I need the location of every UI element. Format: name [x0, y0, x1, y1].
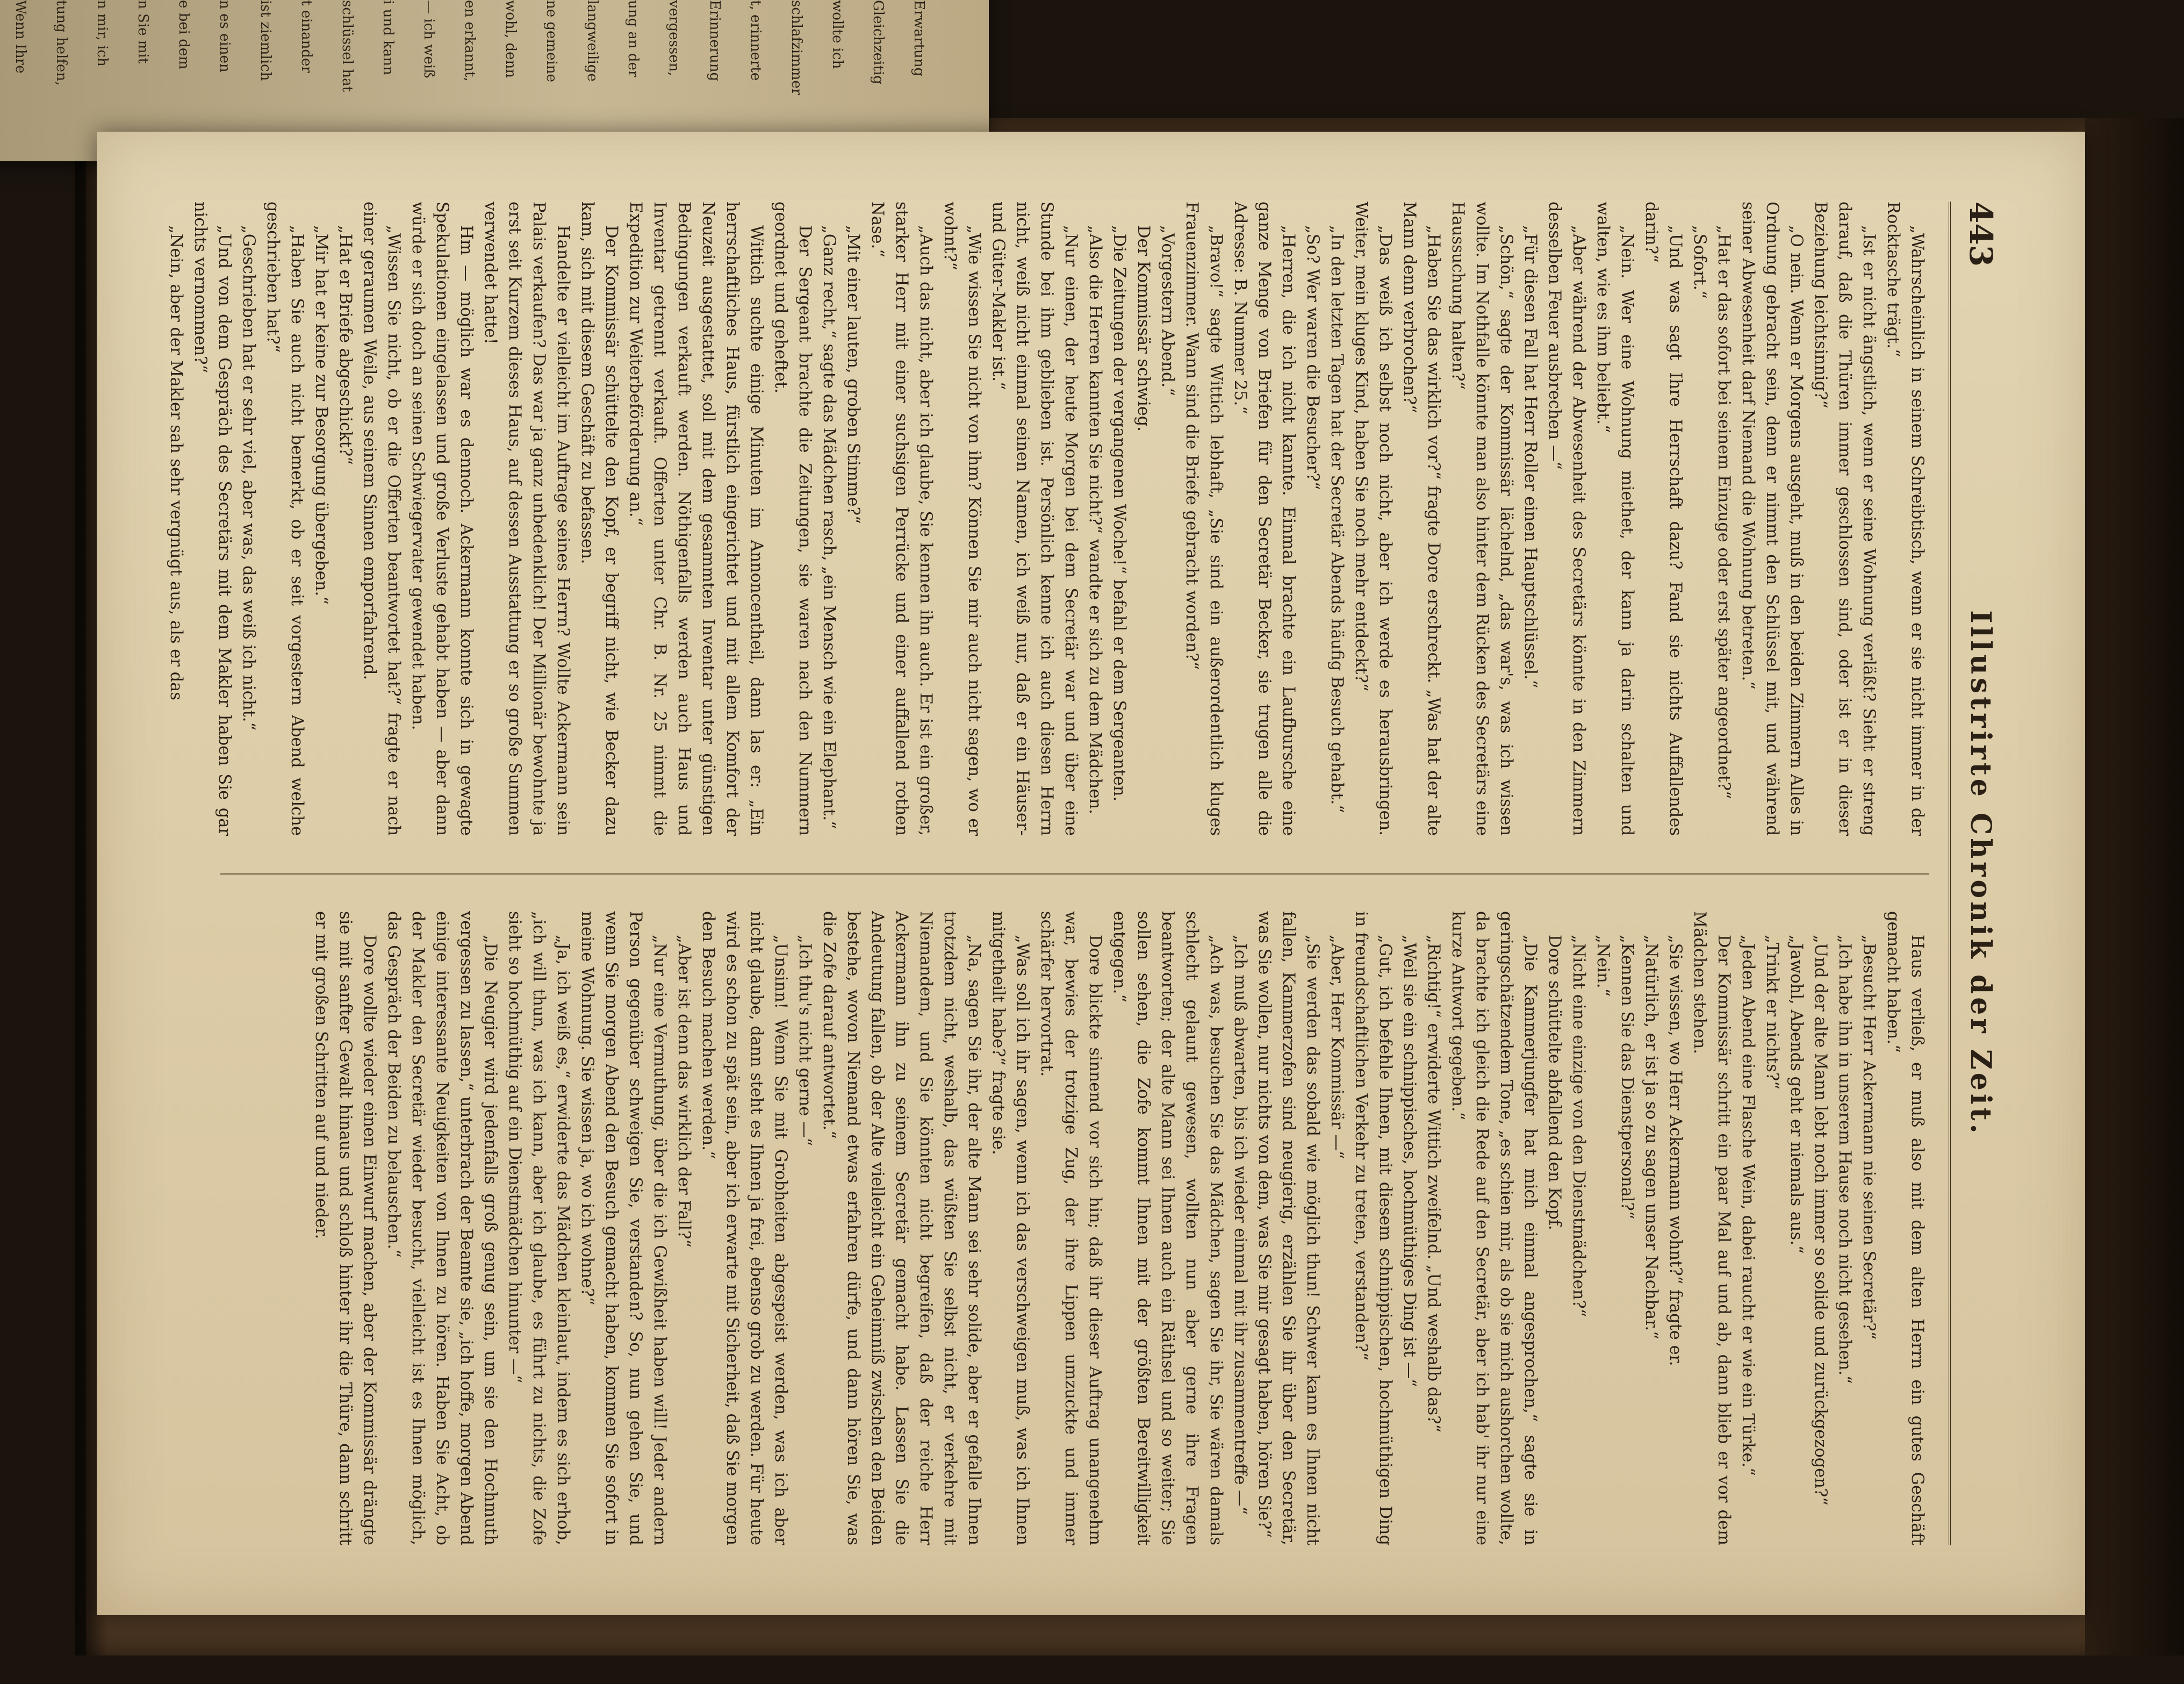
paragraph: „Sie werden das sobald wie möglich thun! Schwer kann es Ihnen nicht fallen, Kammerzofen sind neugierig, erzählen Sie ihr über den Secretär, was Sie wollen, nur nichts von dem, was Sie mir gesagt haben, hören Sie?“ [1255, 911, 1322, 1545]
paragraph: „Ich muß abwarten, bis ich wieder einmal mit ihr zusammentreffe —“ [1231, 935, 1249, 1515]
paragraph: „Mit einer lauten, groben Stimme?“ [844, 225, 863, 524]
paragraph: „Nein.“ [1593, 935, 1612, 997]
paragraph: Haus verließ, er muß also mit dem alten Herrn ein gutes Geschäft gemacht haben.“ [1884, 911, 1927, 1545]
paragraph: „Also die Herren kannten Sie nicht?“ wandte er sich zu dem Mädchen. [1086, 225, 1104, 814]
previous-page-line: ist ziemlich [257, 0, 274, 81]
previous-page-line: — ich weiß [421, 0, 437, 78]
page-number: 443 [1963, 202, 1999, 267]
paragraph: „Bravo!“ sagte Wittich lebhaft, „Sie sind ein außerordentlich kluges Frauenzimmer. Wann sind die Briefe gebracht worden?“ [1182, 202, 1225, 836]
book-edge [2085, 118, 2184, 1656]
previous-page-line: n mir, ich [94, 0, 110, 67]
paragraph: Der Kommissär schritt ein paar Mal auf und ab, dann blieb er vor dem Mädchen stehen. [1690, 911, 1733, 1545]
page [97, 132, 2085, 1615]
paragraph: „Und von dem Gespräch des Secretärs mit dem Makler haben Sie gar nichts vernommen?“ [191, 202, 234, 836]
running-title: Illustrirte Chronik der Zeit. [1964, 610, 1997, 1137]
previous-page-line: schlüssel hat [339, 0, 355, 92]
previous-page-line: schlafzimmer [788, 0, 804, 96]
text-column-right [220, 911, 1929, 1545]
paragraph: „Vorgestern Abend.“ [1158, 225, 1177, 396]
text-column-left [167, 202, 1929, 836]
previous-page-line: Erwartung [911, 0, 927, 77]
previous-page-line: t einander [298, 0, 314, 73]
paragraph: „Was soll ich ihr sagen, wenn ich das verschweigen muß, was ich Ihnen mitgetheilt habe?“ fragte sie. [989, 911, 1032, 1545]
paragraph: „Und was sagt Ihre Herrschaft dazu? Fand sie nichts Auffallendes darin?“ [1642, 202, 1685, 836]
paragraph: Der Kommissär schüttelte den Kopf, er begriff nicht, wie Becker dazu kam, sich mit diesem Geschäft zu befassen. [578, 202, 621, 836]
paragraph: „Das weiß ich selbst noch nicht, aber ich werde es herausbringen. Weiter, mein kluges Kind, haben Sie noch mehr entdeckt?“ [1352, 202, 1395, 836]
paragraph: „Haben Sie das wirklich vor?“ fragte Dore erschreckt. „Was hat der alte Mann denn verbrochen?“ [1400, 202, 1443, 836]
paragraph: „Aber während der Abwesenheit des Secretärs könnte in den Zimmern desselben Feuer ausbrechen —“ [1545, 202, 1588, 836]
paragraph: „Jawohl, Abends geht er niemals aus.“ [1787, 935, 1806, 1254]
paragraph: „Mir hat er keine zur Besorgung übergeben.“ [312, 225, 331, 605]
paragraph: „Aber ist denn das wirklich der Fall?“ [674, 935, 693, 1248]
paragraph: „Nur eine Vermuthung, über die ich Gewißheit haben will! Jeder andern Person gegenüber schweigen Sie, verstanden? So, nun gehen Sie, und wenn Sie morgen Abend den Besuch gemacht haben, kommen Sie sofort in meine Wohnung. Sie wissen ja, wo ich wohne?“ [578, 911, 669, 1545]
paragraph: „Die Neugier wird jedenfalls groß genug sein, um sie den Hochmuth vergessen zu lassen,“ unterbrach der Beamte sie, „ich hoffe, morgen Abend einige interessante Neuigkeiten von Ihnen zu hören. Haben Sie Acht, ob der Makler den Secretär wieder besucht, vielleicht ist es Ihnen möglich, das Gespräch der Beiden zu belauschen.“ [384, 911, 500, 1545]
previous-page-line: wollte ich [829, 0, 845, 69]
previous-page-line: i und kann [380, 0, 396, 75]
paragraph: „Hat er Briefe abgeschickt?“ [336, 225, 355, 465]
paragraph: „Besucht Herr Ackermann nie seinen Secretär?“ [1859, 935, 1878, 1340]
previous-page-line: ung an der [625, 0, 641, 77]
page-header [1956, 180, 1999, 1567]
previous-page-line: vergessen, [666, 0, 682, 76]
paragraph: Hm — möglich war es dennoch. Ackermann konnte sich in gewagte Spekulationen eingelassen und große Verluste gehabt haben — aber dann würde er sich doch an seinen Schwiegervater gewendet haben. [408, 202, 476, 836]
paragraph: „Für diesen Fall hat Herr Roller einen Hauptschlüssel.“ [1521, 225, 1540, 689]
paragraph: „Jeden Abend eine Flasche Wein, dabei raucht er wie ein Türke.“ [1738, 935, 1757, 1476]
paragraph: „Hat er das sofort bei seinem Einzuge oder erst später angeordnet?“ [1714, 225, 1733, 799]
header-rule [1949, 202, 1951, 1545]
previous-page-line: t, erinnerte [748, 0, 764, 81]
paragraph: „Geschrieben hat er sehr viel, aber was, das weiß ich nicht.“ [239, 225, 258, 731]
previous-page-line: Erinnerung [707, 0, 723, 82]
paragraph: „Na, sagen Sie ihr, der alte Mann sei sehr solide, aber er gefalle Ihnen trotzdem nicht, weshalb, das wüßten Sie selbst nicht, er verkehre mit Niemandem, und Sie könnten nicht begreifen, daß der reiche Herr Ackermann ihn zu seinem Secretär gemacht habe. Lassen Sie die Andeutung fallen, ob der Alte vielleicht ein Geheimniß zwischen den Beiden bestehe, wovon Niemand etwas erfahren dürfe, und dann hören Sie, was die Zofe darauf antwortet.“ [820, 911, 983, 1545]
paragraph: Wittich suchte einige Minuten im Annoncentheil, dann las er: „Ein herrschaftliches Haus, fürstlich eingerichtet und mit allem Komfort der Neuzeit ausgestattet, soll mit dem gesammten Inventar unter günstigen Bedingungen verkauft werden. Nöthigenfalls werden auch Haus und Inventar getrennt verkauft. Offerten unter Chr. B. Nr. 25 nimmt die Expedition zur Weiterbeförderung an.“ [626, 202, 766, 836]
paragraph: „Kennen Sie das Dienstpersonal?“ [1618, 935, 1636, 1220]
paragraph: „Natürlich, er ist ja so zu sagen unser Nachbar.“ [1642, 935, 1661, 1339]
previous-page-line: e bei dem [176, 0, 192, 69]
paragraph: „Und der alte Mann lebt noch immer so solide und zurückgezogen?“ [1811, 935, 1830, 1506]
previous-page-line: wohl, denn [502, 0, 519, 78]
paragraph: Dore schüttelte abfallend den Kopf. [1545, 935, 1564, 1230]
paragraph: Dore wollte wieder einen Einwurf machen, aber der Kommissär drängte sie mit sanfter Gewalt hinaus und schloß hinter ihr die Thüre, dann schritt er mit großen Schritten auf und nieder. [312, 911, 379, 1545]
paragraph: „Ja, ich weiß es,“ erwiderte das Mädchen kleinlaut, indem es sich erhob, „ich will thun, was ich kann, aber ich glaube, es führt zu nichts, die Zofe sieht so hochmüthig auf ein Dienstmädchen hinunter —“ [505, 911, 572, 1545]
paragraph: „Unsinn! Wenn Sie mit Grobheiten abgespeist werden, was ich aber nicht glaube, dann steht es Ihnen ja frei, ebenso grob zu werden. Für heute wird es schon zu spät sein, aber ich erwarte mit Sicherheit, daß Sie morgen den Besuch machen werden.“ [699, 911, 790, 1545]
paragraph: „Schön,“ sagte der Kommissär lächelnd, „das war's, was ich wissen wollte. Im Nothfalle könnte man also hinter dem Rücken des Secretärs eine Haussuchung halten?“ [1448, 202, 1515, 836]
paragraph: „Auch das nicht, aber ich glaube, Sie kennen ihn auch. Er ist ein großer, starker Herr mit einer suchsigen Perrücke und einer auffallend rothen Nase.“ [868, 202, 935, 836]
previous-page-line: ne gemeine [543, 0, 559, 82]
paragraph: „Ist er nicht ängstlich, wenn er seine Wohnung verläßt? Sieht er streng darauf, daß die Thüren immer geschlossen sind, oder ist er in dieser Beziehung leichtsinnig?“ [1811, 202, 1878, 836]
previous-page-line: langweilige [584, 0, 600, 82]
column-divider [220, 873, 1929, 875]
paragraph: „In den letzten Tagen hat der Secretär Abends häufig Besuch gehabt.“ [1327, 225, 1346, 813]
paragraph: „Ganz recht,“ sagte das Mädchen rasch, „ein Mensch wie ein Elephant.“ [820, 225, 838, 829]
paragraph: Handelte er vielleicht im Auftrage seines Herrn? Wollte Ackermann sein Palais verkaufen? Das war ja ganz unbedenklich! Der Millionär bewohnte ja erst seit Kurzem dieses Haus, auf dessen Ausstattung er so große Summen verwendet hatte! [481, 202, 572, 836]
paragraph: „Haben Sie auch nicht bemerkt, ob er seit vorgestern Abend welche geschrieben hat?“ [263, 202, 306, 836]
paragraph: „Wahrscheinlich in seinem Schreibtisch, wenn er sie nicht immer in der Rocktasche trägt.“ [1884, 202, 1927, 836]
paragraph: „Trinkt er nichts?“ [1763, 935, 1781, 1090]
paragraph: „Sofort.“ [1690, 225, 1709, 299]
paragraph: „Nur einen, der heute Morgen bei dem Secretär war und über eine Stunde bei ihm geblieben ist. Persönlich kenne ich auch diesen Herrn nicht, weiß nicht einmal seinen Namen, ich weiß nur, daß er ein Häuser- und Güter-Makler ist.“ [989, 202, 1080, 836]
paragraph: „Die Kammerjungfer hat mich einmal angesprochen,“ sagte sie in geringschätzendem Tone, „es schien mir, als ob sie mich aushorchen wollte, da brachte ich gleich die Rede auf den Secretär, aber ich hab' ihr nur eine kurze Antwort gegeben.“ [1448, 911, 1540, 1545]
paragraph: Dore blickte sinnend vor sich hin; daß ihr dieser Auftrag unangenehm war, bewies der trotzige Zug, der ihre Lippen umzuckte und immer schärfer hervortrat. [1037, 911, 1104, 1545]
paragraph: „Nein. Wer eine Wohnung miethet, der kann ja darin schalten und walten, wie es ihm beliebt.“ [1593, 202, 1636, 836]
paragraph: „Sie wissen, wo Herr Ackermann wohnt?“ fragte er. [1666, 935, 1685, 1366]
paragraph: „Aber, Herr Kommissär —“ [1327, 935, 1346, 1159]
paragraph: „So? Wer waren die Besucher?“ [1303, 225, 1322, 490]
paragraph: Der Kommissär schwieg. [1134, 225, 1153, 432]
previous-page-line: Wenn Ihre [12, 0, 28, 74]
paragraph: „Richtig!“ erwiderte Wittich zweifelnd. „Und weshalb das?“ [1424, 935, 1443, 1433]
paragraph: Der Sergeant brachte die Zeitungen, sie waren nach den Nummern geordnet und geheftet. [771, 202, 814, 836]
paragraph: „Wie wissen Sie nicht von ihm? Können Sie mir auch nicht sagen, wo er wohnt?“ [940, 202, 983, 836]
previous-page-line: en erkannt, [462, 0, 478, 82]
page-content [167, 180, 2015, 1567]
paragraph: „Gut, ich befehle Ihnen, mit diesem schnippischen, hochmüthigen Ding in freundschaftlichen Verkehr zu treten, verstanden?“ [1352, 911, 1395, 1545]
paragraph: „Die Zeitungen der vergangenen Woche!“ befahl er dem Sergeanten. [1110, 225, 1129, 802]
paragraph: „O nein. Wenn er Morgens ausgeht, muß in den beiden Zimmern Alles in Ordnung gebracht sein, denn er nimmt den Schlüssel mit, und während seiner Abwesenheit darf Niemand die Wohnung betreten.“ [1738, 202, 1806, 836]
paragraph: „Nicht eine einzige von den Dienstmädchen?“ [1569, 935, 1588, 1317]
previous-page-line: tung helfen, [53, 0, 69, 86]
previous-page-line: n es einen [217, 0, 233, 73]
paragraph: „Ich thu's nicht gerne —“ [795, 935, 814, 1146]
previous-page-line: Gleichzeitig [870, 0, 886, 84]
paragraph: „Weil sie ein schnippisches, hochmüthiges Ding ist —“ [1400, 935, 1419, 1387]
paragraph: „Wissen Sie nicht, ob er die Offerten beantwortet hat?“ fragte er nach einer geraumen Weile, aus seinem Sinnen emporfahrend. [360, 202, 403, 836]
paragraph: „Nein, aber der Makler sah sehr vergnügt aus, als er das [167, 225, 185, 700]
paragraph: „Herren, die ich nicht kannte. Einmal brachte ein Laufbursche eine ganze Menge von Briefen für den Secretär Becker, sie trugen alle die Adresse: B. Nummer 25.“ [1231, 202, 1298, 836]
paragraph: „Ach was, besuchen Sie das Mädchen, sagen Sie ihr, Sie wären damals schlecht gelaunt gewesen, wollten nun aber gerne ihre Fragen beantworten; der alte Mann sei Ihnen auch ein Räthsel und so weiter; Sie sollen sehen, die Zofe kommt Ihnen mit der größten Bereitwilligkeit entgegen.“ [1110, 911, 1225, 1545]
paragraph: „Ich habe ihn in unserem Hause noch nicht gesehen.“ [1835, 935, 1854, 1384]
previous-page-line: n Sie mit [135, 0, 151, 64]
